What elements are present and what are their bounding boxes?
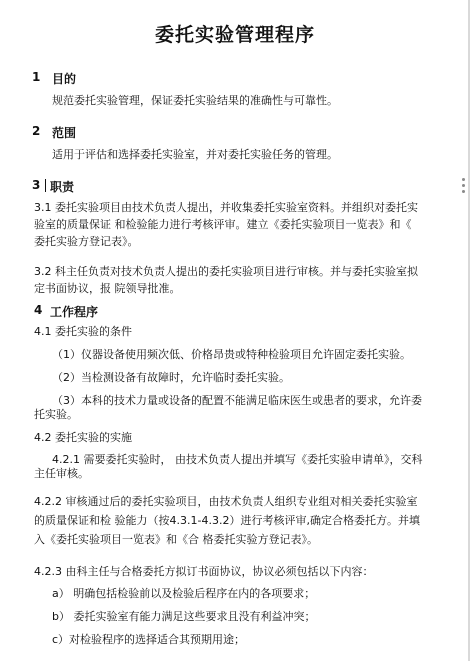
para-4-2-2-line-2: 的质量保证和检 验能力（按4.3.1-4.3.2）进行考核评审,确定合格委托方。并填 — [34, 514, 420, 527]
section-1-heading: 目的 — [52, 72, 77, 86]
section-1-body: 规范委托实验管理，保证委托实验结果的准确性与可靠性。 — [52, 94, 338, 107]
section-1-number: 1 — [32, 70, 41, 84]
item-a: a） 明确包括检验前以及检验后程序在内的各项要求； — [52, 587, 316, 600]
para-4-2-1-line-2: 主任审核。 — [34, 467, 89, 480]
para-4-2-2-line-3: 入《委托实验项目一览表》和《合 格委托实验方登记表》。 — [34, 533, 318, 546]
para-3-1-line-2: 验室的质量保证 和检验能力进行考核评审。建立《委托实验项目一览表》和《 — [34, 218, 412, 231]
para-3-1-line-1: 3.1 委托实验项目由技术负责人提出，并收集委托实验室资料。并组织对委托实 — [34, 201, 418, 214]
para-4-1: 4.1 委托实验的条件 — [34, 325, 132, 338]
item-c: c）对检验程序的选择适合其预期用途； — [52, 633, 246, 646]
condition-3-line-2: 托实验。 — [34, 408, 78, 421]
section-4-number: 4 — [34, 303, 43, 317]
para-4-2-2-line-1: 4.2.2 审核通过后的委托实验项目，由技术负责人组织专业组对相关委托实验室 — [34, 495, 418, 508]
condition-2: （2）当检测设备有故障时，允许临时委托实验。 — [52, 371, 290, 384]
section-3-heading: 职责 — [50, 180, 75, 194]
section-2-heading: 范围 — [52, 126, 77, 140]
document-title: 委托实验管理程序 — [154, 24, 315, 46]
section-3-number: 3 — [32, 178, 41, 192]
para-3-2-line-1: 3.2 科主任负责对技术负责人提出的委托实验项目进行审核。并与委托实验室拟 — [34, 265, 418, 278]
condition-1: （1）仪器设备使用频次低、价格昂贵或特种检验项目允许固定委托实验。 — [52, 348, 411, 361]
section-2-number: 2 — [32, 124, 41, 138]
cursor-bar — [45, 179, 46, 192]
para-3-1-line-3: 委托实验方登记表》。 — [34, 235, 139, 248]
condition-3-line-1: （3）本科的技术力量或设备的配置不能满足临床医生或患者的要求，允许委 — [52, 394, 422, 407]
para-3-2-line-2: 定书面协议，报 院领导批准。 — [34, 282, 181, 295]
item-b: b） 委托实验室有能力满足这些要求且没有利益冲突； — [52, 610, 316, 623]
para-4-2-1-line-1: 4.2.1 需要委托实验时， 由技术负责人提出并填写《委托实验申请单》，交科 — [52, 453, 423, 466]
para-4-2: 4.2 委托实验的实施 — [34, 431, 132, 444]
more-options-icon[interactable] — [462, 178, 466, 196]
para-4-2-3: 4.2.3 由科主任与合格委托方拟订书面协议，协议必须包括以下内容： — [34, 565, 374, 578]
section-4-heading: 工作程序 — [50, 305, 99, 319]
section-2-body: 适用于评估和选择委托实验室，并对委托实验任务的管理。 — [52, 148, 338, 161]
